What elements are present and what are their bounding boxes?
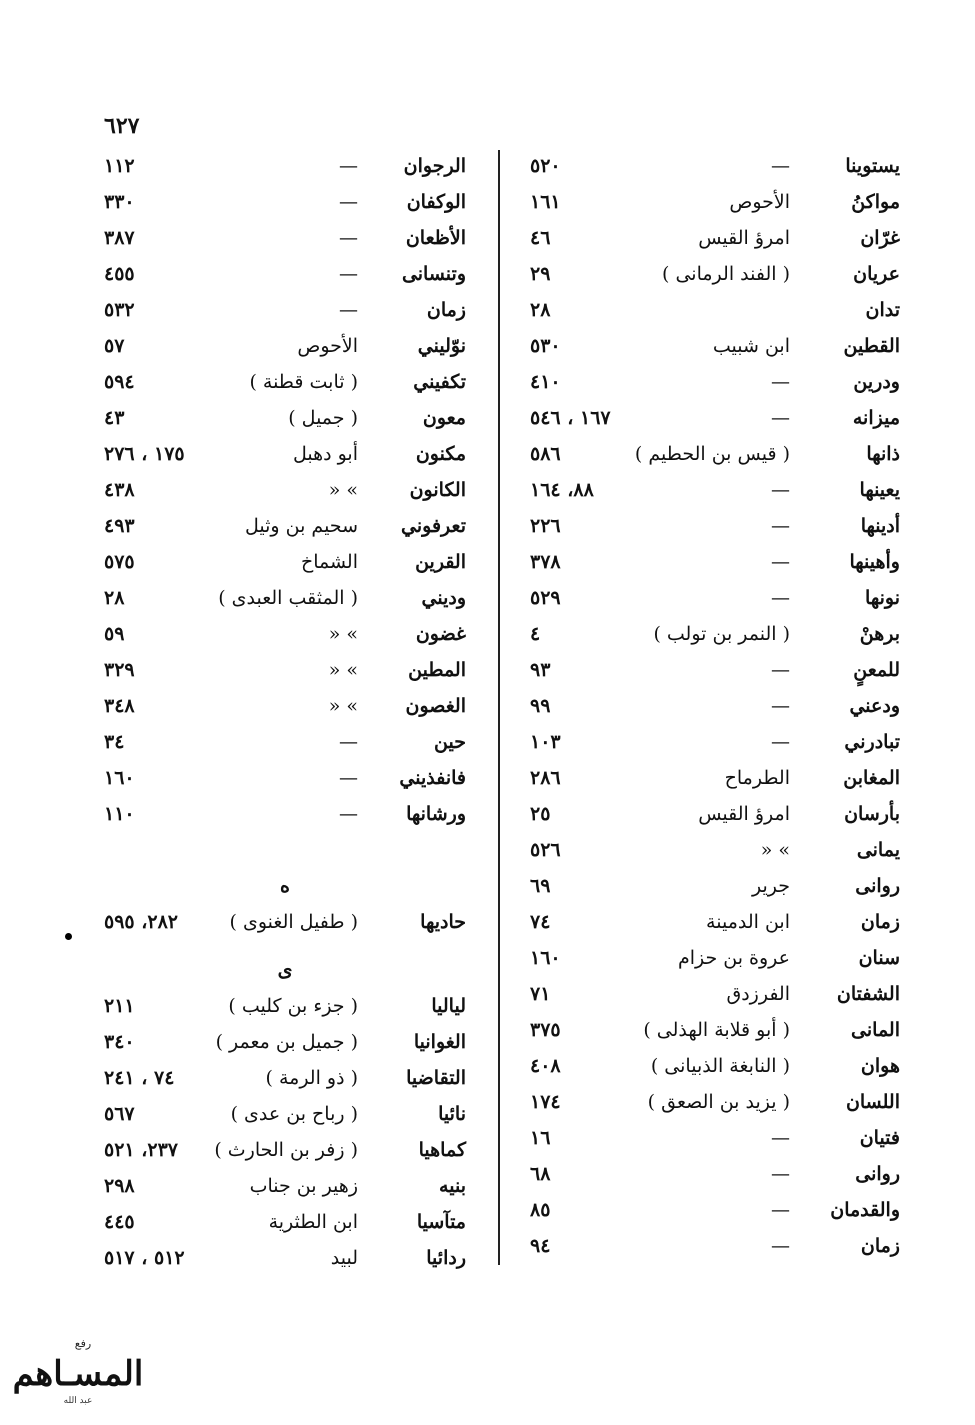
index-entry [530, 364, 900, 400]
index-entry [104, 544, 466, 580]
index-entry [104, 1132, 466, 1168]
page-number: ٦٢٧ [104, 113, 140, 139]
index-entry [104, 220, 466, 256]
rhyme-word: ودعني [849, 695, 900, 717]
poet-name: ( رباح بن عدى ) [230, 1103, 358, 1125]
index-entry [530, 832, 900, 868]
index-entry [104, 436, 466, 472]
rhyme-word: تكفيني [413, 371, 466, 393]
poet-name: ابن الطثرية [268, 1211, 358, 1233]
page-refs: ٥٦٧ [104, 1103, 135, 1125]
rhyme-word: سنان [858, 947, 900, 969]
rhyme-word: التقاضيا [406, 1067, 466, 1089]
rhyme-word: متآسيا [416, 1211, 466, 1233]
index-entry [104, 724, 466, 760]
page-refs: ٣٨٧ [104, 227, 135, 249]
rhyme-word: اللسان [845, 1091, 900, 1113]
poet-name: ابن الدمينة [706, 911, 790, 933]
rhyme-word: والقدمان [830, 1199, 900, 1221]
page-refs: ٤٣ [104, 407, 125, 429]
page-refs: ٨٥ [530, 1199, 551, 1221]
page-refs: ٦٨ [530, 1163, 551, 1185]
page-refs: ٧٤ ، ٢٤١ [104, 1067, 175, 1089]
poet-name: سحيم بن وثيل [245, 515, 358, 537]
page-refs: ١٦١ [530, 191, 561, 213]
poet-name: » « [328, 659, 358, 681]
poet-name: » « [328, 695, 358, 717]
poet-name: أبو دهبل [292, 443, 358, 465]
index-entry [530, 652, 900, 688]
poet-name: — [339, 191, 358, 213]
poet-name: ( الفند الرمانى ) [662, 263, 790, 285]
poet-name: ( المثقب العبدى ) [218, 587, 358, 609]
poet-name: ( جزء بن كليب ) [228, 995, 358, 1017]
page-refs: ٤٩٣ [104, 515, 135, 537]
poet-name: ابن شبيب [712, 335, 790, 357]
rhyme-word: حين [434, 731, 466, 753]
poet-name: — [771, 515, 790, 537]
poet-name: ( قيس بن الحطيم ) [634, 443, 790, 465]
poet-name: — [771, 1235, 790, 1257]
rhyme-word: نائيا [438, 1103, 466, 1125]
index-entry [104, 904, 466, 940]
index-entry [104, 508, 466, 544]
rhyme-word: المانى [851, 1019, 900, 1041]
page-refs: ٢٨ [104, 587, 125, 609]
poet-name: — [339, 803, 358, 825]
index-entry [530, 940, 900, 976]
rhyme-word: ذانها [866, 443, 900, 465]
poet-name: الطرماح [724, 767, 790, 789]
rhyme-word: فانفذيني [399, 767, 466, 789]
index-entry [530, 328, 900, 364]
rhyme-word: تبادرني [844, 731, 900, 753]
page-refs: ٢٩٨ [104, 1175, 135, 1197]
index-entry [104, 760, 466, 796]
poet-name: — [771, 1127, 790, 1149]
index-entry [104, 616, 466, 652]
poet-name: — [339, 299, 358, 321]
poet-name: — [771, 551, 790, 573]
page-refs: ٥٢٦ [530, 839, 561, 861]
rhyme-word: يمانى [856, 839, 900, 861]
index-entry [104, 1060, 466, 1096]
rhyme-word: لياليا [431, 995, 466, 1017]
rhyme-word: حاديها [420, 911, 466, 933]
rhyme-word: مواكنُ [851, 191, 900, 213]
poet-name: امرؤ القيس [698, 227, 790, 249]
page-refs: ٢١١ [104, 995, 135, 1017]
rhyme-word: غرّان [860, 227, 900, 249]
index-entry [530, 760, 900, 796]
rhyme-word: تعرفوني [401, 515, 466, 537]
page-refs: ٣٢٩ [104, 659, 135, 681]
page-refs: ٥٧ [104, 335, 125, 357]
poet-name: ( النابغة الذبيانى ) [650, 1055, 790, 1077]
margin-dot [65, 933, 72, 940]
poet-name: ( أبو قلابة الهذلى ) [643, 1019, 790, 1041]
index-entry [104, 796, 466, 832]
page-refs: ٧١ [530, 983, 551, 1005]
poet-name: ( النمر بن تولب ) [653, 623, 790, 645]
index-entry [530, 220, 900, 256]
page-refs: ٣٧٨ [530, 551, 561, 573]
index-entry [104, 652, 466, 688]
right-column [530, 148, 900, 1264]
rhyme-word: أدينها [860, 515, 900, 537]
rhyme-word: الوكفان [406, 191, 466, 213]
page-refs: ٤٤٥ [104, 1211, 135, 1233]
rhyme-word: برهنْ [859, 623, 900, 645]
index-entry [104, 292, 466, 328]
poet-name: — [339, 767, 358, 789]
index-entry [530, 1192, 900, 1228]
rhyme-word: وديني [421, 587, 466, 609]
poet-name: ( جميل بن معمر ) [215, 1031, 358, 1053]
index-entry [530, 904, 900, 940]
rhyme-word: غضون [415, 623, 466, 645]
index-entry [530, 184, 900, 220]
index-entry [104, 688, 466, 724]
page-refs: ١٦٠ [104, 767, 135, 789]
rhyme-word: الشفتان [836, 983, 900, 1005]
index-entry [530, 580, 900, 616]
rhyme-word: وتنسانى [401, 263, 466, 285]
page-refs: ٨٨، ١٦٤ [530, 479, 594, 501]
poet-name: — [771, 695, 790, 717]
poet-name: — [339, 155, 358, 177]
index-entry [530, 976, 900, 1012]
page-refs: ١٧٤ [530, 1091, 561, 1113]
rhyme-word: ودرين [853, 371, 900, 393]
rhyme-word: بأرسان [844, 803, 900, 825]
page-refs: ٤٠٨ [530, 1055, 561, 1077]
rhyme-word: زمان [426, 299, 466, 321]
rhyme-word: ميزانه [852, 407, 900, 429]
index-entry [104, 472, 466, 508]
page-refs: ١٠٣ [530, 731, 561, 753]
page-refs: ٥٣٠ [530, 335, 561, 357]
page-refs: ١١٢ [104, 155, 135, 177]
page-refs: ٥٩ [104, 623, 125, 645]
page-refs: ٣٧٥ [530, 1019, 561, 1041]
rhyme-word: تدان [865, 299, 900, 321]
poet-name: — [339, 263, 358, 285]
page-refs: ٣٣٠ [104, 191, 135, 213]
page-refs: ١٦٧ ، ٥٤٦ [530, 407, 611, 429]
poet-name: زهير بن جناب [249, 1175, 358, 1197]
svg-text:عبد الله: عبد الله [63, 1396, 93, 1406]
index-entry [530, 724, 900, 760]
poet-name: ( جميل ) [288, 407, 358, 429]
poet-name: الشماخ [300, 551, 358, 573]
index-entry [530, 436, 900, 472]
index-entry [530, 472, 900, 508]
page-refs: ٤١٠ [530, 371, 561, 393]
index-entry [104, 1096, 466, 1132]
rhyme-word: القرين [415, 551, 466, 573]
page-refs: ٣٤ [104, 731, 125, 753]
index-entry [530, 148, 900, 184]
page-refs: ٩٤ [530, 1235, 551, 1257]
poet-name: امرؤ القيس [698, 803, 790, 825]
index-entry [104, 1024, 466, 1060]
page-refs: ٢٥ [530, 803, 551, 825]
page-refs: ٤٣٨ [104, 479, 135, 501]
page-refs: ٥٩٤ [104, 371, 135, 393]
rhyme-word: روانى [855, 1163, 900, 1185]
poet-name: — [339, 227, 358, 249]
rhyme-word: مكنون [415, 443, 466, 465]
page-refs: ٥٣٢ [104, 299, 135, 321]
rhyme-word: هوان [860, 1055, 900, 1077]
page-refs: ٤ [530, 623, 541, 645]
page-refs: ١٦٠ [530, 947, 561, 969]
rhyme-word: ورشانها [406, 803, 466, 825]
page-refs: ٥١٢ ، ٥١٧ [104, 1247, 185, 1269]
index-entry [530, 1048, 900, 1084]
poet-name: — [771, 155, 790, 177]
index-entry [104, 1204, 466, 1240]
index-entry [530, 868, 900, 904]
poet-name: — [771, 479, 790, 501]
page-refs: ١٧٥ ، ٢٧٦ [104, 443, 185, 465]
index-entry [530, 1156, 900, 1192]
rhyme-word: بنيه [439, 1175, 466, 1197]
page-refs: ٩٣ [530, 659, 551, 681]
page-refs: ٩٩ [530, 695, 551, 717]
page-refs: ٢٢٦ [530, 515, 561, 537]
letter-heading: ى [277, 959, 293, 981]
poet-name: ( زفر بن الحارث ) [214, 1139, 358, 1161]
poet-name: » « [328, 623, 358, 645]
index-entry [530, 796, 900, 832]
rhyme-word: الغصون [405, 695, 466, 717]
rhyme-word: المطين [408, 659, 466, 681]
index-entry [104, 988, 466, 1024]
letter-heading: ه [280, 875, 290, 897]
rhyme-word: عريان [853, 263, 900, 285]
index-entry [530, 400, 900, 436]
index-entry [530, 1120, 900, 1156]
poet-name: ( ثابت قطنة ) [249, 371, 358, 393]
index-entry [530, 544, 900, 580]
poet-name: عروة بن حزام [677, 947, 790, 969]
rhyme-word: وأهينها [849, 551, 900, 573]
index-entry [104, 1168, 466, 1204]
rhyme-word: روانى [855, 875, 900, 897]
page-refs: ٤٥٥ [104, 263, 135, 285]
index-entry [104, 364, 466, 400]
page-refs: ٧٤ [530, 911, 551, 933]
page-refs: ١١٠ [104, 803, 135, 825]
rhyme-word: القطين [843, 335, 900, 357]
poet-name: الأحوص [297, 335, 358, 357]
rhyme-word: الأظعان [405, 227, 466, 249]
index-entry [104, 184, 466, 220]
poet-name: لبيد [330, 1247, 358, 1269]
page-refs: ٥٢٠ [530, 155, 561, 177]
left-column [104, 148, 466, 1276]
page-refs: ٥٧٥ [104, 551, 135, 573]
svg-text:المسـاهم: المسـاهم [12, 1354, 143, 1394]
poet-name: — [339, 731, 358, 753]
rhyme-word: يعينها [859, 479, 900, 501]
rhyme-word: المغابن [843, 767, 900, 789]
poet-name: — [771, 1199, 790, 1221]
index-entry [104, 580, 466, 616]
page-refs: ٢٨٦ [530, 767, 561, 789]
page-refs: ٥٨٦ [530, 443, 561, 465]
page-refs: ٦٩ [530, 875, 551, 897]
poet-name: » « [328, 479, 358, 501]
rhyme-word: للمعنٍ [853, 659, 900, 681]
index-entry [530, 1012, 900, 1048]
rhyme-word: الرجوان [403, 155, 466, 177]
rhyme-word: معون [422, 407, 466, 429]
rhyme-word: يستوينا [845, 155, 900, 177]
index-entry [530, 1084, 900, 1120]
rhyme-word: ردائيا [426, 1247, 466, 1269]
page-refs: ٢٩ [530, 263, 551, 285]
page-refs: ٢٨٢، ٥٩٥ [104, 911, 178, 933]
poet-name: — [771, 731, 790, 753]
index-entry [104, 328, 466, 364]
svg-text:رفع: رفع [74, 1337, 92, 1350]
poet-name: ( ذو الرمة ) [265, 1067, 358, 1089]
page-refs: ١٦ [530, 1127, 551, 1149]
poet-name: — [771, 1163, 790, 1185]
column-divider [498, 150, 500, 1265]
page-refs: ٣٤٠ [104, 1031, 135, 1053]
rhyme-word: زمان [860, 1235, 900, 1257]
index-entry [530, 508, 900, 544]
index-entry [104, 1240, 466, 1276]
page-refs: ٢٨ [530, 299, 551, 321]
library-stamp-logo [8, 1335, 143, 1410]
rhyme-word: نونها [865, 587, 900, 609]
poet-name: — [771, 371, 790, 393]
index-entry [530, 1228, 900, 1264]
poet-name: — [771, 587, 790, 609]
poet-name: — [771, 407, 790, 429]
rhyme-word: الغوانيا [413, 1031, 466, 1053]
page-refs: ٤٦ [530, 227, 551, 249]
index-entry [530, 688, 900, 724]
index-entry [530, 616, 900, 652]
poet-name: — [771, 659, 790, 681]
page-refs: ٥٢٩ [530, 587, 561, 609]
poet-name: ( طفيل الغنوى ) [229, 911, 358, 933]
index-entry [104, 148, 466, 184]
index-entry [530, 292, 900, 328]
rhyme-word: نوّليني [417, 335, 466, 357]
rhyme-word: كماهيا [418, 1139, 466, 1161]
index-entry [104, 400, 466, 436]
poet-name: ( يزيد بن الصعق ) [647, 1091, 790, 1113]
poet-name: » « [760, 839, 790, 861]
poet-name: جرير [752, 875, 790, 897]
rhyme-word: الكانون [409, 479, 466, 501]
index-entry [530, 256, 900, 292]
rhyme-word: فتيان [859, 1127, 900, 1149]
page-refs: ٢٣٧، ٥٢١ [104, 1139, 178, 1161]
poet-name: الفرزدق [726, 983, 790, 1005]
index-entry [104, 256, 466, 292]
page-refs: ٣٤٨ [104, 695, 135, 717]
rhyme-word: زمان [860, 911, 900, 933]
poet-name: الأحوص [729, 191, 790, 213]
